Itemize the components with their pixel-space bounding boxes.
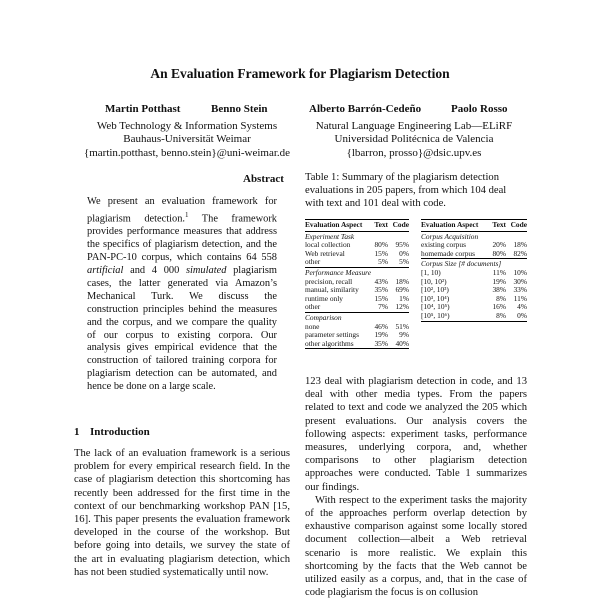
right-column-body — [305, 375, 527, 599]
column-header: Code — [392, 220, 409, 229]
code-value: 33% — [513, 285, 527, 295]
table-header-row — [421, 220, 527, 231]
code-value: 82% — [513, 248, 527, 258]
row-label: other — [305, 257, 321, 267]
abstract-text: plagiarism cases, the latter generated via Amazon’s Mechanical Turk. We discuss the construction principles behind the measures and the corpus, and we compare the quality of our corpus to existing corpora. Our analysis gives empirical evidence that the construction of tailored training corpora for plagiarism detection can be automated, and hence be done on a large scale. — [87, 265, 277, 393]
code-value: 0% — [517, 310, 527, 320]
author-rosso: Paolo Rosso — [451, 103, 508, 115]
author-barron-cedeno: Alberto Barrón-Cedeño — [309, 103, 422, 115]
abstract-emphasis: simulated — [186, 265, 227, 276]
row-label: none — [305, 321, 320, 331]
abstract-emphasis: artificial — [87, 265, 124, 276]
row-label: precision, recall — [305, 276, 353, 286]
table-right — [421, 219, 527, 322]
text-value: 43% — [374, 276, 388, 286]
row-label: [10², 10³) — [421, 285, 449, 295]
table-row — [421, 312, 527, 321]
table-section-title: Corpus Size [# documents] — [421, 258, 527, 269]
row-label: [10, 10²) — [421, 276, 447, 286]
abstract-heading: Abstract — [243, 173, 284, 185]
table-bottom-rule — [421, 321, 527, 322]
section-heading-introduction — [74, 426, 150, 438]
paragraph: With respect to the experiment tasks the majority of the approaches perform overlap detection by exhaustive comparison against some locally stored document collection—albeit a Web retrieval scenario is more realistic. We explain this shortcoming by the facts that the Web cannot be utilized easily as a corpus, and, that in the case of code plagiarism the focus is on collusion — [305, 494, 527, 599]
column-header: Code — [510, 220, 527, 229]
code-value: 30% — [513, 276, 527, 286]
paper-title: An Evaluation Framework for Plagiarism Detection — [150, 66, 450, 81]
table-section-title: Corpus Acquisition — [421, 231, 527, 242]
text-value: 80% — [492, 248, 506, 258]
section-title: Introduction — [90, 426, 150, 438]
affiliation-valencia — [300, 120, 528, 160]
row-label: Web retrieval — [305, 248, 345, 258]
text-value: 19% — [492, 276, 506, 286]
row-label: local collection — [305, 240, 351, 250]
table-row — [421, 250, 527, 259]
code-value: 40% — [395, 338, 409, 348]
table-left — [305, 219, 409, 349]
table-row — [305, 250, 409, 259]
text-value: 11% — [492, 267, 506, 277]
code-value: 18% — [513, 240, 527, 250]
code-value: 12% — [395, 302, 409, 312]
paragraph: 123 deal with plagiarism detection in code, and 13 deal with other media types. From the papers related to text and code we analyzed the 205 which present evaluations. Our analysis covers the following aspects: experiment tasks, performance measures, underlying corpora, and, whether comparisons to other plagiarism detection approaches were conducted. Table 1 summarizes our findings. — [305, 376, 527, 493]
code-value: 9% — [399, 330, 409, 340]
row-label: other — [305, 302, 321, 312]
column-header: Text — [374, 220, 388, 229]
row-label: runtime only — [305, 293, 343, 303]
table-bottom-rule — [305, 348, 409, 349]
affiliation-line: Web Technology & Information Systems — [96, 120, 278, 132]
text-value: 35% — [374, 285, 388, 295]
table-section-title: Experiment Task — [305, 231, 409, 242]
code-value: 69% — [395, 285, 409, 295]
table-section-title: Performance Measure — [305, 267, 409, 278]
affiliation-weimar — [74, 120, 300, 160]
code-value: 18% — [395, 276, 409, 286]
text-value: 15% — [374, 248, 388, 258]
text-value: 38% — [492, 285, 506, 295]
column-header: Evaluation Aspect — [421, 220, 479, 229]
code-value: 1% — [399, 293, 409, 303]
abstract-text: and 4 000 — [123, 265, 186, 276]
affiliation-line: Bauhaus-Universität Weimar — [123, 133, 251, 146]
code-value: 0% — [399, 248, 409, 258]
code-value: 5% — [399, 257, 409, 267]
text-value: 46% — [374, 321, 388, 331]
column-header: Evaluation Aspect — [305, 220, 363, 229]
row-label: other algorithms — [305, 338, 354, 348]
abstract-text: We present an evaluation framework for plagiarism detection. — [87, 196, 277, 225]
table-row — [305, 340, 409, 349]
table-row — [305, 258, 409, 267]
row-label: [10⁴, 10⁵) — [421, 302, 450, 312]
table-header-row — [305, 220, 409, 231]
text-value: 19% — [374, 330, 388, 340]
code-value: 10% — [513, 267, 527, 277]
text-value: 8% — [496, 293, 506, 303]
row-label: [1, 10) — [421, 267, 441, 277]
text-value: 8% — [496, 310, 506, 320]
row-label: existing corpus — [421, 240, 466, 250]
code-value: 4% — [517, 302, 527, 312]
text-value: 5% — [378, 257, 388, 267]
row-label: [10³, 10⁴) — [421, 293, 450, 303]
table-section-title: Comparison — [305, 312, 409, 323]
abstract-text: The framework provides performance measures that address the specifics of plagiarism detection, and the PAN-PC-10 corpus, which contains 64 558 — [87, 213, 277, 264]
column-header: Text — [492, 220, 506, 229]
affiliation-email: {martin.potthast, benno.stein}@uni-weimar.de — [83, 146, 291, 159]
text-value: 80% — [374, 240, 388, 250]
row-label: parameter settings — [305, 330, 359, 340]
introduction-body — [74, 447, 290, 579]
text-value: 7% — [378, 302, 388, 312]
text-value: 35% — [374, 338, 388, 348]
text-value: 16% — [492, 302, 506, 312]
author-potthast: Martin Potthast — [105, 103, 181, 115]
table-row — [305, 303, 409, 312]
row-label: [10⁵, 10⁶) — [421, 310, 450, 320]
row-label: homemade corpus — [421, 248, 475, 258]
affiliation-email: {lbarron, prosso}@dsic.upv.es — [346, 146, 482, 159]
code-value: 95% — [395, 240, 409, 250]
affiliation-line: Natural Language Engineering Lab—ELiRF — [315, 120, 513, 132]
affiliation-line: Universidad Politécnica de Valencia — [334, 133, 494, 146]
abstract-body — [87, 196, 277, 394]
code-value: 51% — [395, 321, 409, 331]
section-number: 1 — [74, 426, 80, 438]
table-row — [305, 295, 409, 304]
paragraph: The lack of an evaluation framework is a serious problem for every empirical research field. In the case of plagiarism detection this shortcoming has recently been addressed for the first time in the context of our benchmarking workshop PAN [15, 16]. This paper presents the evaluation framework developed in the course of the workshop. But before going into details, we survey the state of the art in evaluating plagiarism detection, which has not been studied systematically until now. — [74, 448, 290, 578]
row-label: manual, similarity — [305, 285, 359, 295]
text-value: 20% — [492, 240, 506, 250]
table-caption: Table 1: Summary of the plagiarism detection evaluations in 205 papers, from which 104 deal with text and 101 deal with code. — [305, 172, 507, 210]
footnote-marker: 1 — [185, 210, 189, 219]
code-value: 11% — [513, 293, 527, 303]
text-value: 15% — [374, 293, 388, 303]
author-stein: Benno Stein — [211, 103, 268, 115]
